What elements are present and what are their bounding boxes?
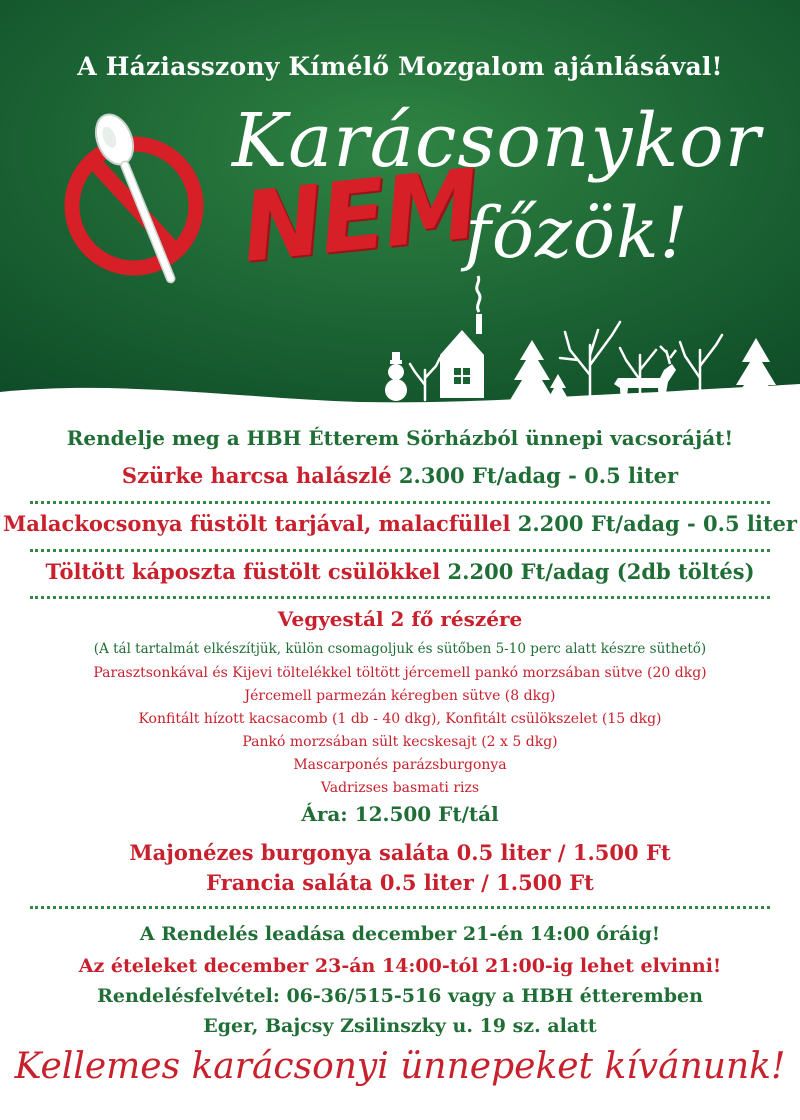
- title-line1: Karácsonykor: [232, 98, 762, 184]
- salad-1: Majonézes burgonya saláta 0.5 liter / 1.500 Ft: [129, 840, 671, 865]
- platter-item: Pankó morzsában sült kecskesajt (2 x 5 dkg): [242, 734, 558, 750]
- salad-2: Francia saláta 0.5 liter / 1.500 Ft: [206, 870, 594, 895]
- platter-item: Jércemell parmezán kéregben sütve (8 dkg): [244, 688, 556, 704]
- order-contact: Rendelésfelvétel: 06-36/515-516 vagy a HBH étteremben: [97, 985, 703, 1007]
- platter-title: Vegyestál 2 fő részére: [277, 607, 523, 631]
- separator: [30, 596, 770, 599]
- dish-1-name: Szürke harcsa halászlé: [121, 463, 392, 488]
- separator: [30, 501, 770, 504]
- address: Eger, Bajcsy Zsilinszky u. 19 sz. alatt: [203, 1015, 597, 1037]
- platter-price: Ára: 12.500 Ft/tál: [301, 802, 499, 826]
- greeting: Kellemes karácsonyi ünnepeket kívánunk!: [14, 1046, 786, 1087]
- title-line3: főzök!: [465, 192, 689, 274]
- platter-item: Konfitált hízott kacsacomb (1 db - 40 dkg), Konfitált csülökszelet (15 dkg): [138, 711, 662, 727]
- pickup-time: Az ételeket december 23-án 14:00-tól 21:00-ig lehet elvinni!: [78, 955, 722, 977]
- platter-item: Mascarponés parázsburgonya: [293, 757, 507, 773]
- platter-item: Vadrizses basmati rizs: [320, 780, 480, 796]
- platter-note: (A tál tartalmát elkészítjük, külön csomagoljuk és sütőben 5-10 perc alatt készre süthető): [93, 641, 707, 657]
- separator: [30, 906, 770, 909]
- intro-text: Rendelje meg a HBH Étterem Sörházból ünnepi vacsoráját!: [66, 426, 734, 450]
- separator: [30, 549, 770, 552]
- dish-1: [0, 463, 800, 488]
- dish-1-price: 2.300 Ft/adag - 0.5 liter: [398, 463, 679, 488]
- title-nem: NEM: [236, 148, 483, 284]
- dish-3: [0, 559, 800, 584]
- dish-3-name: Töltött káposzta füstölt csülökkel: [45, 559, 441, 584]
- tagline: A Háziasszony Kímélő Mozgalom ajánlásával!: [77, 52, 723, 81]
- dish-2: [0, 511, 800, 536]
- platter-item: Parasztsonkával és Kijevi töltelékkel töltött jércemell pankó morzsában sütve (20 dkg): [93, 665, 707, 681]
- no-cooking-icon: [62, 98, 242, 298]
- dish-2-price: 2.200 Ft/adag - 0.5 liter: [517, 511, 797, 536]
- order-deadline: A Rendelés leadása december 21-én 14:00 óráig!: [139, 923, 661, 945]
- dish-3-price: 2.200 Ft/adag (2db töltés): [447, 559, 755, 584]
- dish-2-name: Malackocsonya füstölt tarjával, malacfüllel: [3, 511, 511, 536]
